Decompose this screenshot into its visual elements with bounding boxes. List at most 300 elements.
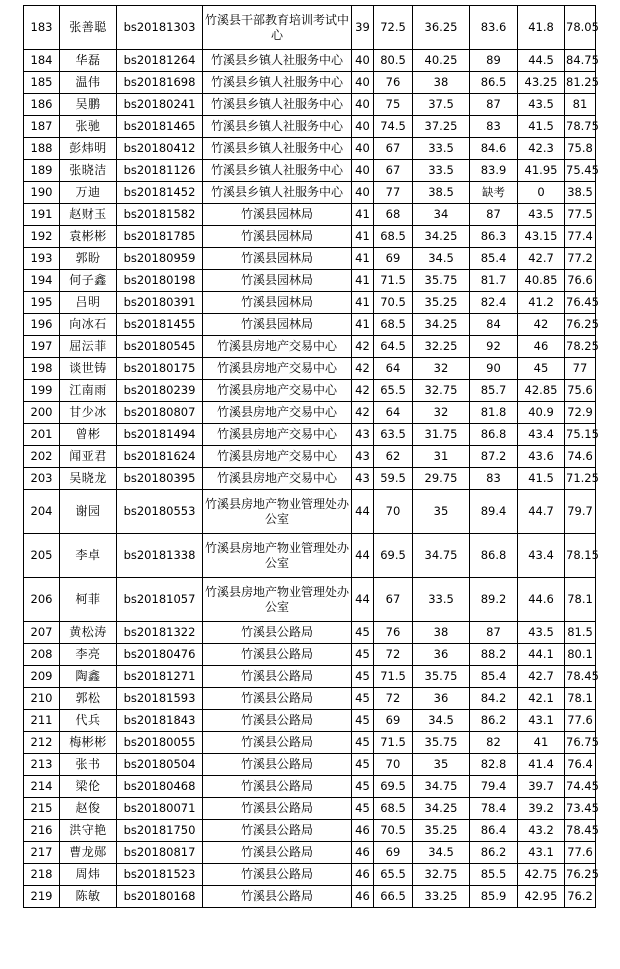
written-score-cell: 70 [374, 490, 413, 534]
post-code-cell: 45 [352, 732, 374, 754]
post-code-cell: 39 [352, 6, 374, 50]
post-code-cell: 41 [352, 314, 374, 336]
candidate-id-cell: bs20180241 [117, 94, 203, 116]
serial-number-cell: 216 [24, 820, 60, 842]
interview-score-cell: 86.2 [470, 710, 518, 732]
written-score-cell: 67 [374, 578, 413, 622]
post-code-cell: 41 [352, 204, 374, 226]
total-score-cell: 77.6 [565, 710, 596, 732]
interview-weighted-cell: 41 [518, 732, 565, 754]
table-row [24, 820, 596, 842]
serial-number-cell: 213 [24, 754, 60, 776]
total-score-cell: 77.6 [565, 842, 596, 864]
interview-score-cell: 83 [470, 468, 518, 490]
written-weighted-cell: 35 [413, 490, 470, 534]
written-weighted-cell: 32.25 [413, 336, 470, 358]
table-row [24, 842, 596, 864]
unit-cell: 竹溪县房地产交易中心 [203, 424, 352, 446]
unit-cell: 竹溪县公路局 [203, 842, 352, 864]
serial-number-cell: 207 [24, 622, 60, 644]
written-weighted-cell: 34.75 [413, 534, 470, 578]
interview-score-cell: 85.5 [470, 864, 518, 886]
written-weighted-cell: 33.5 [413, 578, 470, 622]
interview-weighted-cell: 40.9 [518, 402, 565, 424]
total-score-cell: 78.25 [565, 336, 596, 358]
written-score-cell: 72.5 [374, 6, 413, 50]
candidate-id-cell: bs20180553 [117, 490, 203, 534]
table-row [24, 886, 596, 908]
table-row [24, 732, 596, 754]
interview-score-cell: 82 [470, 732, 518, 754]
table-row [24, 358, 596, 380]
written-score-cell: 70 [374, 754, 413, 776]
unit-cell: 竹溪县园林局 [203, 292, 352, 314]
name-cell: 谢园 [60, 490, 117, 534]
interview-weighted-cell: 43.1 [518, 842, 565, 864]
serial-number-cell: 191 [24, 204, 60, 226]
candidate-id-cell: bs20181523 [117, 864, 203, 886]
written-score-cell: 76 [374, 72, 413, 94]
interview-score-cell: 90 [470, 358, 518, 380]
table-row [24, 270, 596, 292]
written-score-cell: 69 [374, 710, 413, 732]
total-score-cell: 76.25 [565, 864, 596, 886]
unit-cell: 竹溪县房地产交易中心 [203, 358, 352, 380]
table-row [24, 50, 596, 72]
candidate-id-cell: bs20180468 [117, 776, 203, 798]
name-cell: 赵俊 [60, 798, 117, 820]
unit-cell: 竹溪县园林局 [203, 226, 352, 248]
interview-weighted-cell: 42.75 [518, 864, 565, 886]
written-weighted-cell: 34.5 [413, 842, 470, 864]
candidate-id-cell: bs20180395 [117, 468, 203, 490]
written-score-cell: 70.5 [374, 820, 413, 842]
interview-score-cell: 81.7 [470, 270, 518, 292]
table-row [24, 72, 596, 94]
table-row [24, 534, 596, 578]
interview-score-cell: 82.4 [470, 292, 518, 314]
unit-cell: 竹溪县公路局 [203, 644, 352, 666]
unit-cell: 竹溪县房地产物业管理处办公室 [203, 578, 352, 622]
post-code-cell: 44 [352, 490, 374, 534]
unit-cell: 竹溪县乡镇人社服务中心 [203, 182, 352, 204]
serial-number-cell: 199 [24, 380, 60, 402]
candidate-id-cell: bs20180807 [117, 402, 203, 424]
name-cell: 曾彬 [60, 424, 117, 446]
unit-cell: 竹溪县干部教育培训考试中心 [203, 6, 352, 50]
total-score-cell: 78.1 [565, 688, 596, 710]
interview-weighted-cell: 45 [518, 358, 565, 380]
unit-cell: 竹溪县房地产交易中心 [203, 468, 352, 490]
written-weighted-cell: 37.5 [413, 94, 470, 116]
unit-cell: 竹溪县公路局 [203, 820, 352, 842]
written-score-cell: 71.5 [374, 732, 413, 754]
post-code-cell: 45 [352, 754, 374, 776]
table-row [24, 314, 596, 336]
post-code-cell: 40 [352, 182, 374, 204]
interview-score-cell: 85.4 [470, 666, 518, 688]
serial-number-cell: 205 [24, 534, 60, 578]
serial-number-cell: 196 [24, 314, 60, 336]
interview-score-cell: 89 [470, 50, 518, 72]
serial-number-cell: 183 [24, 6, 60, 50]
score-table [23, 5, 599, 908]
interview-score-cell: 81.8 [470, 402, 518, 424]
written-weighted-cell: 40.25 [413, 50, 470, 72]
name-cell: 赵财玉 [60, 204, 117, 226]
name-cell: 陶鑫 [60, 666, 117, 688]
name-cell: 谈世铸 [60, 358, 117, 380]
table-row [24, 864, 596, 886]
candidate-id-cell: bs20180412 [117, 138, 203, 160]
written-score-cell: 59.5 [374, 468, 413, 490]
written-weighted-cell: 33.25 [413, 886, 470, 908]
serial-number-cell: 185 [24, 72, 60, 94]
name-cell: 吴鹏 [60, 94, 117, 116]
candidate-id-cell: bs20180504 [117, 754, 203, 776]
serial-number-cell: 218 [24, 864, 60, 886]
candidate-id-cell: bs20180391 [117, 292, 203, 314]
interview-weighted-cell: 42.3 [518, 138, 565, 160]
total-score-cell: 76.4 [565, 754, 596, 776]
written-weighted-cell: 34.5 [413, 710, 470, 732]
name-cell: 何子鑫 [60, 270, 117, 292]
written-weighted-cell: 35 [413, 754, 470, 776]
candidate-id-cell: bs20181750 [117, 820, 203, 842]
post-code-cell: 42 [352, 336, 374, 358]
unit-cell: 竹溪县园林局 [203, 270, 352, 292]
post-code-cell: 46 [352, 864, 374, 886]
total-score-cell: 75.6 [565, 380, 596, 402]
total-score-cell: 79.7 [565, 490, 596, 534]
unit-cell: 竹溪县乡镇人社服务中心 [203, 138, 352, 160]
total-score-cell: 74.45 [565, 776, 596, 798]
post-code-cell: 40 [352, 94, 374, 116]
interview-score-cell: 89.4 [470, 490, 518, 534]
written-weighted-cell: 35.75 [413, 270, 470, 292]
table-row [24, 292, 596, 314]
serial-number-cell: 186 [24, 94, 60, 116]
candidate-id-cell: bs20181338 [117, 534, 203, 578]
candidate-id-cell: bs20181322 [117, 622, 203, 644]
unit-cell: 竹溪县房地产物业管理处办公室 [203, 534, 352, 578]
serial-number-cell: 206 [24, 578, 60, 622]
table-row [24, 402, 596, 424]
name-cell: 万迪 [60, 182, 117, 204]
interview-weighted-cell: 44.1 [518, 644, 565, 666]
table-row [24, 622, 596, 644]
unit-cell: 竹溪县乡镇人社服务中心 [203, 116, 352, 138]
serial-number-cell: 215 [24, 798, 60, 820]
table-row [24, 182, 596, 204]
written-weighted-cell: 32 [413, 358, 470, 380]
interview-score-cell: 87.2 [470, 446, 518, 468]
post-code-cell: 45 [352, 644, 374, 666]
written-score-cell: 63.5 [374, 424, 413, 446]
interview-weighted-cell: 41.4 [518, 754, 565, 776]
candidate-id-cell: bs20180071 [117, 798, 203, 820]
written-score-cell: 66.5 [374, 886, 413, 908]
unit-cell: 竹溪县乡镇人社服务中心 [203, 72, 352, 94]
candidate-id-cell: bs20181126 [117, 160, 203, 182]
written-score-cell: 68.5 [374, 226, 413, 248]
post-code-cell: 40 [352, 160, 374, 182]
total-score-cell: 78.45 [565, 666, 596, 688]
name-cell: 闻亚君 [60, 446, 117, 468]
serial-number-cell: 197 [24, 336, 60, 358]
name-cell: 代兵 [60, 710, 117, 732]
written-score-cell: 69 [374, 248, 413, 270]
interview-weighted-cell: 39.7 [518, 776, 565, 798]
written-weighted-cell: 34.75 [413, 776, 470, 798]
total-score-cell: 78.45 [565, 820, 596, 842]
interview-weighted-cell: 43.5 [518, 622, 565, 644]
table-row [24, 644, 596, 666]
interview-score-cell: 83 [470, 116, 518, 138]
unit-cell: 竹溪县公路局 [203, 864, 352, 886]
candidate-id-cell: bs20181455 [117, 314, 203, 336]
name-cell: 柯菲 [60, 578, 117, 622]
interview-weighted-cell: 43.5 [518, 94, 565, 116]
name-cell: 张书 [60, 754, 117, 776]
interview-weighted-cell: 44.5 [518, 50, 565, 72]
serial-number-cell: 212 [24, 732, 60, 754]
post-code-cell: 42 [352, 380, 374, 402]
written-weighted-cell: 37.25 [413, 116, 470, 138]
name-cell: 梁伦 [60, 776, 117, 798]
name-cell: 吕明 [60, 292, 117, 314]
candidate-id-cell: bs20180168 [117, 886, 203, 908]
name-cell: 李卓 [60, 534, 117, 578]
interview-score-cell: 86.4 [470, 820, 518, 842]
interview-score-cell: 86.8 [470, 424, 518, 446]
interview-score-cell: 87 [470, 94, 518, 116]
candidate-id-cell: bs20180198 [117, 270, 203, 292]
interview-weighted-cell: 43.25 [518, 72, 565, 94]
interview-score-cell: 84.6 [470, 138, 518, 160]
total-score-cell: 84.75 [565, 50, 596, 72]
written-weighted-cell: 35.75 [413, 666, 470, 688]
candidate-id-cell: bs20180175 [117, 358, 203, 380]
name-cell: 黄松涛 [60, 622, 117, 644]
candidate-id-cell: bs20180239 [117, 380, 203, 402]
interview-score-cell: 82.8 [470, 754, 518, 776]
interview-score-cell: 78.4 [470, 798, 518, 820]
table-row [24, 204, 596, 226]
candidate-id-cell: bs20181698 [117, 72, 203, 94]
unit-cell: 竹溪县公路局 [203, 688, 352, 710]
serial-number-cell: 194 [24, 270, 60, 292]
name-cell: 梅彬彬 [60, 732, 117, 754]
total-score-cell: 81.25 [565, 72, 596, 94]
total-score-cell: 81.5 [565, 622, 596, 644]
candidate-id-cell: bs20181271 [117, 666, 203, 688]
serial-number-cell: 192 [24, 226, 60, 248]
unit-cell: 竹溪县房地产交易中心 [203, 402, 352, 424]
post-code-cell: 41 [352, 292, 374, 314]
written-score-cell: 65.5 [374, 864, 413, 886]
post-code-cell: 45 [352, 622, 374, 644]
post-code-cell: 43 [352, 446, 374, 468]
total-score-cell: 77.5 [565, 204, 596, 226]
written-weighted-cell: 35.75 [413, 732, 470, 754]
written-weighted-cell: 35.25 [413, 820, 470, 842]
interview-weighted-cell: 41.95 [518, 160, 565, 182]
written-score-cell: 64 [374, 402, 413, 424]
total-score-cell: 77.2 [565, 248, 596, 270]
total-score-cell: 78.05 [565, 6, 596, 50]
post-code-cell: 42 [352, 402, 374, 424]
interview-score-cell: 89.2 [470, 578, 518, 622]
written-score-cell: 64 [374, 358, 413, 380]
candidate-id-cell: bs20181465 [117, 116, 203, 138]
written-score-cell: 71.5 [374, 666, 413, 688]
table-row [24, 666, 596, 688]
total-score-cell: 73.45 [565, 798, 596, 820]
name-cell: 张善聪 [60, 6, 117, 50]
written-score-cell: 72 [374, 688, 413, 710]
written-weighted-cell: 32.75 [413, 380, 470, 402]
written-score-cell: 68 [374, 204, 413, 226]
unit-cell: 竹溪县乡镇人社服务中心 [203, 160, 352, 182]
name-cell: 华磊 [60, 50, 117, 72]
post-code-cell: 40 [352, 138, 374, 160]
interview-score-cell: 83.6 [470, 6, 518, 50]
written-weighted-cell: 31.75 [413, 424, 470, 446]
written-weighted-cell: 34.25 [413, 226, 470, 248]
total-score-cell: 75.45 [565, 160, 596, 182]
interview-score-cell: 87 [470, 204, 518, 226]
table-row [24, 798, 596, 820]
interview-score-cell: 88.2 [470, 644, 518, 666]
serial-number-cell: 209 [24, 666, 60, 688]
written-score-cell: 75 [374, 94, 413, 116]
serial-number-cell: 203 [24, 468, 60, 490]
table-row [24, 6, 596, 50]
post-code-cell: 40 [352, 116, 374, 138]
unit-cell: 竹溪县公路局 [203, 666, 352, 688]
total-score-cell: 76.45 [565, 292, 596, 314]
serial-number-cell: 198 [24, 358, 60, 380]
total-score-cell: 76.25 [565, 314, 596, 336]
written-score-cell: 68.5 [374, 314, 413, 336]
interview-weighted-cell: 43.1 [518, 710, 565, 732]
total-score-cell: 38.5 [565, 182, 596, 204]
candidate-id-cell: bs20180476 [117, 644, 203, 666]
interview-weighted-cell: 46 [518, 336, 565, 358]
written-score-cell: 62 [374, 446, 413, 468]
written-score-cell: 65.5 [374, 380, 413, 402]
candidate-id-cell: bs20180817 [117, 842, 203, 864]
total-score-cell: 76.2 [565, 886, 596, 908]
written-score-cell: 69 [374, 842, 413, 864]
interview-weighted-cell: 42.7 [518, 666, 565, 688]
total-score-cell: 78.1 [565, 578, 596, 622]
name-cell: 袁彬彬 [60, 226, 117, 248]
name-cell: 张驰 [60, 116, 117, 138]
table-row [24, 116, 596, 138]
total-score-cell: 75.15 [565, 424, 596, 446]
table-row [24, 248, 596, 270]
interview-score-cell: 83.9 [470, 160, 518, 182]
written-weighted-cell: 38 [413, 622, 470, 644]
name-cell: 屈沄菲 [60, 336, 117, 358]
candidate-id-cell: bs20181843 [117, 710, 203, 732]
written-score-cell: 74.5 [374, 116, 413, 138]
total-score-cell: 80.1 [565, 644, 596, 666]
unit-cell: 竹溪县公路局 [203, 732, 352, 754]
table-row [24, 490, 596, 534]
serial-number-cell: 204 [24, 490, 60, 534]
interview-weighted-cell: 42.1 [518, 688, 565, 710]
written-score-cell: 64.5 [374, 336, 413, 358]
serial-number-cell: 217 [24, 842, 60, 864]
candidate-id-cell: bs20181057 [117, 578, 203, 622]
unit-cell: 竹溪县公路局 [203, 776, 352, 798]
serial-number-cell: 210 [24, 688, 60, 710]
interview-score-cell: 85.7 [470, 380, 518, 402]
unit-cell: 竹溪县房地产交易中心 [203, 380, 352, 402]
unit-cell: 竹溪县房地产物业管理处办公室 [203, 490, 352, 534]
written-score-cell: 70.5 [374, 292, 413, 314]
total-score-cell: 75.8 [565, 138, 596, 160]
total-score-cell: 78.75 [565, 116, 596, 138]
interview-score-cell: 84 [470, 314, 518, 336]
unit-cell: 竹溪县公路局 [203, 798, 352, 820]
table-row [24, 138, 596, 160]
interview-score-cell: 86.3 [470, 226, 518, 248]
interview-weighted-cell: 43.4 [518, 424, 565, 446]
interview-score-cell: 92 [470, 336, 518, 358]
post-code-cell: 45 [352, 710, 374, 732]
written-score-cell: 67 [374, 160, 413, 182]
candidate-id-cell: bs20180959 [117, 248, 203, 270]
written-weighted-cell: 32.75 [413, 864, 470, 886]
unit-cell: 竹溪县园林局 [203, 314, 352, 336]
interview-weighted-cell: 43.2 [518, 820, 565, 842]
total-score-cell: 76.6 [565, 270, 596, 292]
interview-weighted-cell: 43.15 [518, 226, 565, 248]
serial-number-cell: 189 [24, 160, 60, 182]
interview-weighted-cell: 41.5 [518, 116, 565, 138]
name-cell: 郭盼 [60, 248, 117, 270]
name-cell: 甘少冰 [60, 402, 117, 424]
name-cell: 吴晓龙 [60, 468, 117, 490]
name-cell: 李亮 [60, 644, 117, 666]
interview-weighted-cell: 43.5 [518, 204, 565, 226]
written-weighted-cell: 33.5 [413, 160, 470, 182]
name-cell: 向冰石 [60, 314, 117, 336]
post-code-cell: 45 [352, 776, 374, 798]
unit-cell: 竹溪县房地产交易中心 [203, 446, 352, 468]
total-score-cell: 81 [565, 94, 596, 116]
written-weighted-cell: 38.5 [413, 182, 470, 204]
unit-cell: 竹溪县房地产交易中心 [203, 336, 352, 358]
name-cell: 洪守艳 [60, 820, 117, 842]
post-code-cell: 41 [352, 226, 374, 248]
name-cell: 张晓洁 [60, 160, 117, 182]
written-score-cell: 67 [374, 138, 413, 160]
unit-cell: 竹溪县园林局 [203, 248, 352, 270]
name-cell: 彭炜明 [60, 138, 117, 160]
post-code-cell: 43 [352, 468, 374, 490]
written-weighted-cell: 31 [413, 446, 470, 468]
total-score-cell: 77 [565, 358, 596, 380]
candidate-id-cell: bs20180055 [117, 732, 203, 754]
written-score-cell: 68.5 [374, 798, 413, 820]
interview-weighted-cell: 40.85 [518, 270, 565, 292]
interview-score-cell: 86.2 [470, 842, 518, 864]
